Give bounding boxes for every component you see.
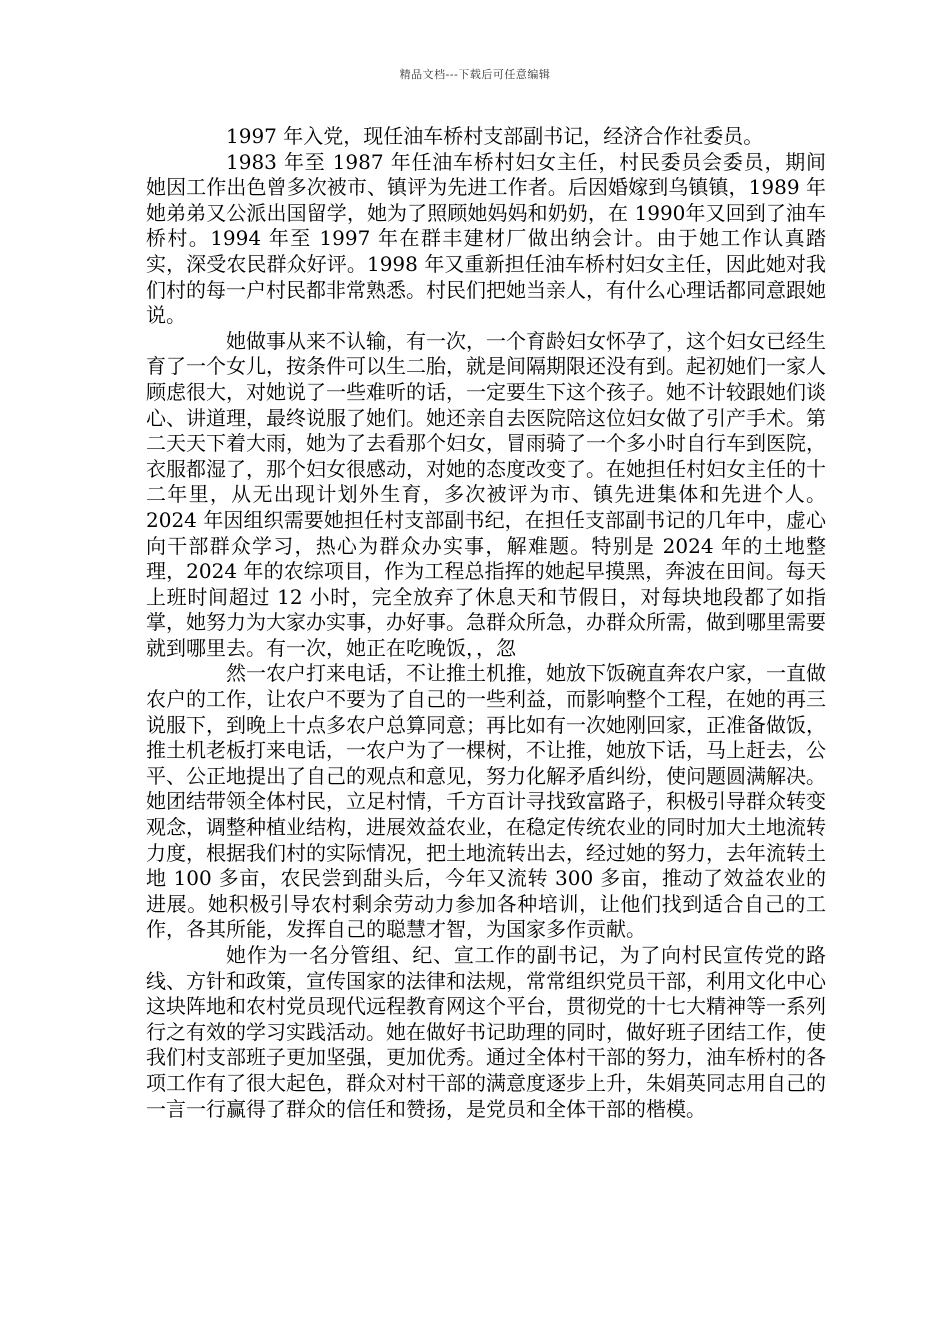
paragraph-2: 1983 年至 1987 年任油车桥村妇女主任，村民委员会委员，期间她因工作出色曾多次被市、镇评为先进工作者。后因婚嫁到乌镇镇，1989 年她弟弟又公派出国留学，她为了照顾她妈妈和奶奶，在 1990年又回到了油车桥村。1994 年至 1997 年在群丰建材厂做出纳会计。由于她工作认真踏实，深受农民群众好评。1998 年又重新担任油车桥村妇女主任，因此她对我们村的每一户村民都非常熟悉。村民们把她当亲人，有什么心理话都同意跟她说。 bbox=[146, 149, 826, 328]
paragraph-5: 她作为一名分管组、纪、宣工作的副书记，为了向村民宣传党的路线、方针和政策，宣传国家的法律和法规，常常组织党员干部，利用文化中心这块阵地和农村党员现代远程教育网这个平台，贯彻党的十七大精神等一系列行之有效的学习实践活动。她在做好书记助理的同时，做好班子团结工作，使我们村支部班子更加坚强，更加优秀。通过全体村干部的努力，油车桥村的各项工作有了很大起色，群众对村干部的满意度逐步上升，朱娟英同志用自己的一言一行赢得了群众的信任和赞扬，是党员和全体干部的楷模。 bbox=[146, 943, 826, 1121]
document-body bbox=[146, 124, 826, 1122]
paragraph-1: 1997 年入党，现任油车桥村支部副书记，经济合作社委员。 bbox=[226, 124, 764, 148]
paragraph-3: 她做事从来不认输，有一次，一个育龄妇女怀孕了，这个妇女已经生育了一个女儿，按条件可以生二胎，就是间隔期限还没有到。起初她们一家人顾虑很大，对她说了一些难听的话，一定要生下这个孩子。她不计较跟她们谈心、讲道理，最终说服了她们。她还亲自去医院陪这位妇女做了引产手术。第二天天下着大雨，她为了去看那个妇女，冒雨骑了一个多小时自行车到医院，衣服都湿了，那个妇女很感动，对她的态度改变了。在她担任村妇女主任的十二年里，从无出现计划外生育，多次被评为市、镇先进集体和先进个人。2024 年因组织需要她担任村支部副书纪，在担任支部副书记的几年中，虚心向干部群众学习，热心为群众办实事，解难题。特别是 2024 年的土地整理，2024 年的农综项目，作为工程总指挥的她起早摸黑，奔波在田间。每天上班时间超过 12 小时，完全放弃了休息天和节假日，对每块地段都了如指掌，她努力为大家办实事，办好事。急群众所急，办群众所需，做到哪里需要就到哪里去。有一次，她正在吃晚饭，，忽 bbox=[146, 328, 826, 660]
page-header: 精品文档---下载后可任意编辑 bbox=[399, 68, 551, 81]
paragraph-4: 然一农户打来电话，不让推土机推，她放下饭碗直奔农户家，一直做农户的工作，让农户不要为了自己的一些利益，而影响整个工程，在她的再三说服下，到晚上十点多农户总算同意；再比如有一次她刚回家，正准备做饭，推土机老板打来电话，一农户为了一棵树，不让推，她放下话，马上赶去，公平、公正地提出了自己的观点和意见，努力化解矛盾纠纷，使问题圆满解决。她团结带领全体村民，立足村情，千方百计寻找致富路子，积极引导群众转变观念，调整种植业结构，进展效益农业，在稳定传统农业的同时加大土地流转力度，根据我们村的实际情况，把土地流转出去，经过她的努力，去年流转土地 100 多亩，农民尝到甜头后，今年又流转 300 多亩，推动了效益农业的进展。她积极引导农村剩余劳动力参加各种培训，让他们找到适合自己的工作，各其所能，发挥自己的聪慧才智，为国家多作贡献。 bbox=[146, 661, 826, 942]
